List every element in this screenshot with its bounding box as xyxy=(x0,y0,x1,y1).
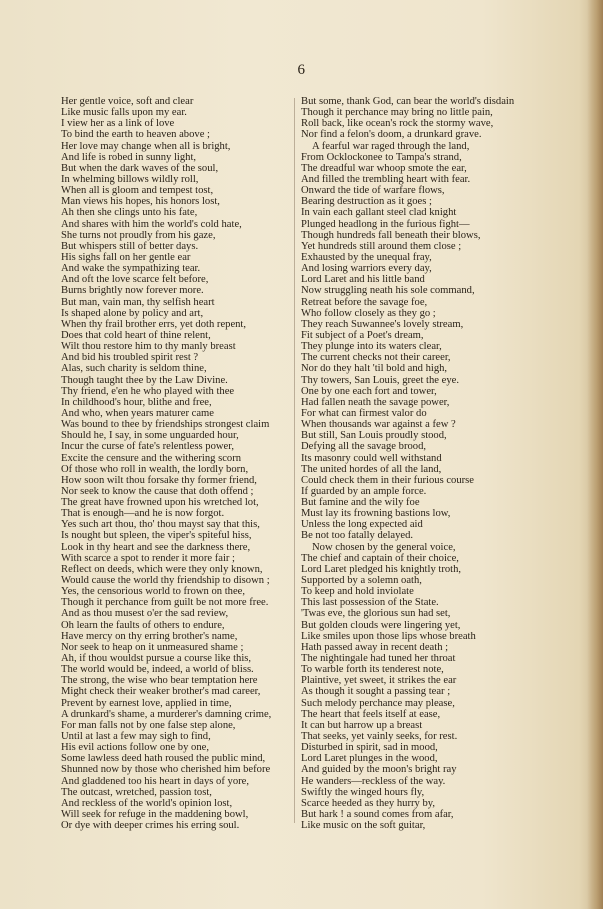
verse-line: But man, vain man, thy selfish heart xyxy=(61,296,215,308)
verse-line: But whispers still of better days. xyxy=(61,240,199,252)
verse-line: Prevent by earnest love, applied in time, xyxy=(61,697,232,709)
verse-line: And wake the sympathizing tear. xyxy=(61,263,201,275)
verse-line: Is nought but spleen, the viper's spiteful hiss, xyxy=(61,530,252,542)
verse-line: Nor do they halt 'til bold and high, xyxy=(301,363,448,375)
verse-line: Lord Laret plunges in the wood, xyxy=(301,753,438,765)
verse-line: But hark ! a sound comes from afar, xyxy=(301,809,454,820)
verse-line: Until at last a few may sigh to find, xyxy=(61,731,211,743)
verse-line: Unless the long expected aid xyxy=(301,519,423,531)
verse-line: As though it sought a passing tear ; xyxy=(301,686,451,698)
verse-line: And gladdened too his heart in days of yore, xyxy=(61,775,249,787)
verse-line: They reach Suwannee's lovely stream, xyxy=(301,318,464,330)
verse-line: Have mercy on thy erring brother's name, xyxy=(61,630,238,642)
verse-line: Now chosen by the general voice, xyxy=(312,541,456,553)
verse-line: That is enough—and he is now forgot. xyxy=(61,508,225,520)
verse-line: And guided by the moon's bright ray xyxy=(301,764,457,776)
verse-line: But golden clouds were lingering yet, xyxy=(301,619,461,631)
verse-line: Defying all the savage brood, xyxy=(301,441,427,453)
verse-line: And oft the love scarce felt before, xyxy=(61,274,209,286)
verse-line: The dreadful war whoop smote the ear, xyxy=(301,162,467,174)
verse-line: Nor find a felon's doom, a drunkard grave. xyxy=(301,129,482,141)
verse-line: From Ocklockonee to Tampa's strand, xyxy=(301,151,462,163)
verse-line: Though hundreds fall beneath their blows, xyxy=(301,229,481,241)
verse-line: And as thou musest o'er the sad review, xyxy=(61,608,229,620)
verse-line: This last possession of the State. xyxy=(301,597,439,609)
verse-line: Roll back, like ocean's rock the stormy wave, xyxy=(301,118,494,130)
verse-line: Will seek for refuge in the maddening bowl, xyxy=(61,809,249,820)
verse-line: To keep and hold inviolate xyxy=(301,586,414,598)
verse-line: Thy towers, San Louis, greet the eye. xyxy=(301,374,459,386)
verse-line: Swiftly the winged hours fly, xyxy=(301,786,425,798)
verse-line: The current checks not their career, xyxy=(301,352,451,364)
verse-line: 'Twas eve, the glorious sun had set, xyxy=(301,608,451,620)
verse-line: In vain each gallant steel clad knight xyxy=(301,207,457,219)
verse-line: And life is robed in sunny light, xyxy=(61,151,197,163)
verse-line: Must lay its frowning bastions low, xyxy=(301,508,451,520)
verse-line: Look in thy heart and see the darkness there, xyxy=(61,541,251,553)
verse-line: Nor seek to know the cause that doth offend ; xyxy=(61,485,254,497)
verse-line: Lord Laret and his little band xyxy=(301,274,425,286)
verse-line: A drunkard's shame, a murderer's damning crime, xyxy=(61,708,272,720)
verse-line: Shunned now by those who cherished him before xyxy=(61,764,271,776)
verse-line: Wilt thou restore him to thy manly breast xyxy=(61,341,236,353)
verse-line: Could check them in their furious course xyxy=(301,474,474,486)
verse-line: Alas, such charity is seldom thine, xyxy=(61,363,207,375)
verse-line: And bid his troubled spirit rest ? xyxy=(61,352,199,364)
verse-line: Oh learn the faults of others to endure, xyxy=(61,619,225,631)
verse-line: Her gentle voice, soft and clear xyxy=(61,96,194,107)
verse-line: Yet hundreds still around them close ; xyxy=(301,240,462,252)
verse-line: They plunge into its waters clear, xyxy=(301,341,442,353)
verse-line: Yes such art thou, tho' thou mayst say that this, xyxy=(61,519,260,531)
verse-line: Plunged headlong in the furious fight— xyxy=(301,218,470,230)
verse-line: If guarded by an ample force. xyxy=(301,485,427,497)
verse-line: In whelming billows wildly roll, xyxy=(61,173,199,185)
verse-line: The strong, the wise who bear temptation here xyxy=(61,675,258,687)
verse-line: Of those who roll in wealth, the lordly born, xyxy=(61,463,249,475)
verse-line: Incur the curse of fate's relentless power, xyxy=(61,441,234,453)
verse-line: How soon wilt thou forsake thy former friend, xyxy=(61,474,257,486)
verse-line: Like music on the soft guitar, xyxy=(301,820,426,832)
verse-line: But when the dark waves of the soul, xyxy=(61,162,219,174)
verse-line: Or dye with deeper crimes his erring soul. xyxy=(61,820,240,832)
verse-line: But still, San Louis proudly stood, xyxy=(301,430,447,442)
verse-line: Disturbed in spirit, sad in mood, xyxy=(301,742,438,754)
verse-line: Burns brightly now forever more. xyxy=(61,285,204,297)
verse-line: Scarce heeded as they hurry by, xyxy=(301,797,436,809)
verse-line: Might check their weaker brother's mad career, xyxy=(61,686,261,698)
verse-line: Reflect on deeds, which were they only known, xyxy=(61,563,263,575)
verse-line: The world would be, indeed, a world of bliss. xyxy=(61,664,254,676)
verse-line: His sighs fall on her gentle ear xyxy=(61,251,191,263)
verse-line: Who follow closely as they go ; xyxy=(301,307,436,319)
verse-line: Was bound to thee by friendships strongest claim xyxy=(61,419,270,431)
verse-line: The heart that feels itself at ease, xyxy=(301,708,441,720)
verse-line: Ah then she clings unto his fate, xyxy=(61,207,198,219)
verse-line: I view her as a link of love xyxy=(61,118,175,130)
verse-line: A fearful war raged through the land, xyxy=(312,140,470,152)
verse-line: Lord Laret pledged his knightly troth, xyxy=(301,563,462,575)
verse-line: Such melody perchance may please, xyxy=(301,697,455,709)
verse-line: Thy friend, e'en he who played with thee xyxy=(61,385,235,397)
verse-line: Though it perchance may bring no little pain, xyxy=(301,107,493,119)
verse-line: Though it perchance from guilt be not more free. xyxy=(61,597,269,609)
verse-line: But some, thank God, can bear the world's disdain xyxy=(301,96,515,107)
verse-line: For what can firmest valor do xyxy=(301,407,427,419)
verse-line: To warble forth its tenderest note, xyxy=(301,664,444,676)
verse-line: Like music falls upon my ear. xyxy=(61,107,187,119)
verse-line: Yes, the censorious world to frown on thee, xyxy=(61,586,245,598)
verse-line: Fit subject of a Poet's dream, xyxy=(301,329,424,341)
verse-line: The great have frowned upon his wretched lot, xyxy=(61,497,259,509)
verse-line: And reckless of the world's opinion lost, xyxy=(61,797,233,809)
verse-line: In childhood's hour, blithe and free, xyxy=(61,396,212,408)
verse-line: And losing warriors every day, xyxy=(301,263,432,275)
verse-line: Plaintive, yet sweet, it strikes the ear xyxy=(301,675,457,687)
verse-line: To bind the earth to heaven above ; xyxy=(61,129,210,141)
right-column xyxy=(301,96,559,831)
verse-line: But famine and the wily foe xyxy=(301,497,420,509)
verse-line: Would cause the world thy friendship to disown ; xyxy=(61,575,270,587)
verse-line: Her love may change when all is bright, xyxy=(61,140,231,152)
verse-line: Is shaped alone by policy and art, xyxy=(61,307,204,319)
verse-line: When thousands war against a few ? xyxy=(301,419,456,431)
verse-line: Had fallen neath the savage power, xyxy=(301,396,450,408)
verse-line: Man views his hopes, his honors lost, xyxy=(61,196,220,208)
verse-line: Excite the censure and the withering scorn xyxy=(61,452,242,464)
verse-line: Retreat before the savage foe, xyxy=(301,296,428,308)
verse-line: Should he, I say, in some unguarded hour, xyxy=(61,430,239,442)
verse-line: That seeks, yet vainly seeks, for rest. xyxy=(301,731,458,743)
page-edge-shadow xyxy=(587,0,603,909)
verse-line: Does that cold heart of thine relent, xyxy=(61,329,211,341)
verse-line: Bearing destruction as it goes ; xyxy=(301,196,432,208)
verse-line: Be not too fatally delayed. xyxy=(301,530,414,542)
verse-line: Hath passed away in recent death ; xyxy=(301,641,449,653)
verse-line: And shares with him the world's cold hate, xyxy=(61,218,242,230)
verse-line: The united hordes of all the land, xyxy=(301,463,442,475)
verse-line: Some lawless deed hath roused the public mind, xyxy=(61,753,266,765)
verse-line: Now struggling neath his sole command, xyxy=(301,285,475,297)
page-number: 6 xyxy=(297,62,306,78)
verse-line: Onward the tide of warfare flows, xyxy=(301,185,445,197)
verse-line: And who, when years maturer came xyxy=(61,407,214,419)
verse-line: The chief and captain of their choice, xyxy=(301,552,459,564)
column-divider xyxy=(294,98,295,823)
verse-line: Supported by a solemn oath, xyxy=(301,575,422,587)
left-column xyxy=(61,96,293,831)
verse-line: Ah, if thou wouldst pursue a course like this, xyxy=(61,653,252,665)
verse-line: Though taught thee by the Law Divine. xyxy=(61,374,228,386)
verse-line: Exhausted by the unequal fray, xyxy=(301,251,432,263)
verse-line: And filled the trembling heart with fear. xyxy=(301,173,471,185)
verse-line: She turns not proudly from his gaze, xyxy=(61,229,216,241)
verse-line: The nightingale had tuned her throat xyxy=(301,653,456,665)
verse-line: When thy frail brother errs, yet doth repent, xyxy=(61,318,247,330)
verse-line: Nor seek to heap on it unmeasured shame ; xyxy=(61,641,244,653)
verse-line: His evil actions follow one by one, xyxy=(61,742,209,754)
verse-line: One by one each fort and tower, xyxy=(301,385,437,397)
verse-line: Like smiles upon those lips whose breath xyxy=(301,630,476,642)
verse-line: It can but harrow up a breast xyxy=(301,719,423,731)
verse-line: For man falls not by one false step alone, xyxy=(61,719,236,731)
verse-line: The outcast, wretched, passion tost, xyxy=(61,786,212,798)
verse-line: With scarce a spot to render it more fair ; xyxy=(61,552,236,564)
verse-line: When all is gloom and tempest tost, xyxy=(61,185,214,197)
verse-line: Its masonry could well withstand xyxy=(301,452,442,464)
verse-line: He wanders—reckless of the way. xyxy=(301,775,446,787)
